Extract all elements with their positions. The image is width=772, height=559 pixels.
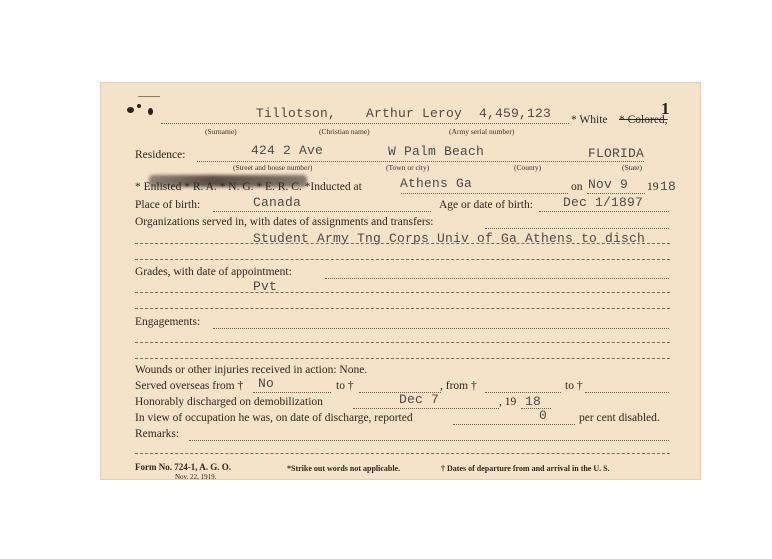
- form-number: Form No. 724-1, A. G. O.: [135, 462, 231, 472]
- christian-name-value: Arthur Leroy: [366, 106, 463, 121]
- service-record-card: [100, 82, 701, 480]
- organizations-label: Organizations served in, with dates of assignments and transfers:: [135, 216, 434, 228]
- overseas-to-label-2: to †: [565, 380, 583, 392]
- induction-year-prefix: 19: [647, 181, 659, 193]
- induction-on-label: on: [571, 181, 583, 193]
- caption-christian-name: (Christian name): [319, 127, 370, 136]
- induction-date-value: Nov 9: [588, 177, 629, 192]
- street-value: 424 2 Ave: [251, 143, 324, 158]
- induction-place-value: Athens Ga: [400, 176, 473, 191]
- discharge-year-prefix: , 19: [499, 396, 517, 408]
- induction-year-value: 18: [660, 179, 677, 194]
- wounds-text: Wounds or other injuries received in action: None.: [135, 364, 368, 376]
- ink-stain: [148, 108, 153, 115]
- birth-date-label: Age or date of birth:: [439, 199, 533, 211]
- top-mark: [138, 96, 160, 97]
- percent-value: 0: [539, 408, 548, 423]
- ink-stain: [127, 107, 134, 113]
- occupation-label: In view of occupation he was, on date of discharge, reported: [135, 412, 413, 424]
- race-white: * White: [571, 114, 608, 126]
- caption-surname: (Surname): [205, 127, 237, 136]
- engagements-label: Engagements:: [135, 316, 201, 328]
- serial-number-value: 4,459,123: [479, 106, 552, 121]
- discharge-label: Honorably discharged on demobilization: [135, 396, 323, 408]
- footnote-dates: † Dates of departure from and arrival in the U. S.: [441, 464, 610, 473]
- birth-place-value: Canada: [253, 195, 302, 210]
- caption-serial: (Army serial number): [449, 127, 515, 136]
- footnote-strike: *Strike out words not applicable.: [287, 464, 401, 473]
- remarks-label: Remarks:: [135, 428, 180, 440]
- organizations-value: Student Army Tng Corps Univ of Ga Athens to disch: [253, 231, 646, 246]
- ink-stain: [137, 104, 141, 108]
- town-value: W Palm Beach: [388, 144, 485, 159]
- form-date: Nov. 22, 1919.: [175, 473, 217, 481]
- overseas-from-label: , from †: [440, 380, 477, 392]
- induction-prefix: * Enlisted * R. A. * N. G. * E. R. C. *Inducted at: [135, 181, 362, 193]
- residence-label: Residence:: [135, 149, 186, 161]
- percent-label: per cent disabled.: [579, 412, 660, 424]
- caption-town: (Town or city): [386, 163, 430, 172]
- overseas-to-label-1: to †: [336, 380, 354, 392]
- caption-county: (County): [514, 163, 542, 172]
- overseas-label: Served overseas from †: [135, 380, 244, 392]
- caption-state: (State): [622, 163, 642, 172]
- birth-date-value: Dec 1/1897: [563, 195, 644, 210]
- birth-place-label: Place of birth:: [135, 199, 201, 211]
- overseas-value: No: [258, 376, 275, 391]
- surname-value: Tillotson,: [256, 106, 337, 121]
- card-number: 1: [661, 99, 670, 118]
- race-colored: * Colored,: [619, 114, 668, 126]
- grades-value: Pvt: [253, 279, 278, 294]
- caption-street: (Street and house number): [233, 163, 313, 172]
- discharge-date-value: Dec 7: [399, 392, 440, 407]
- state-value: FLORIDA: [588, 146, 645, 161]
- discharge-year-value: 18: [525, 394, 542, 409]
- grades-label: Grades, with date of appointment:: [135, 266, 292, 278]
